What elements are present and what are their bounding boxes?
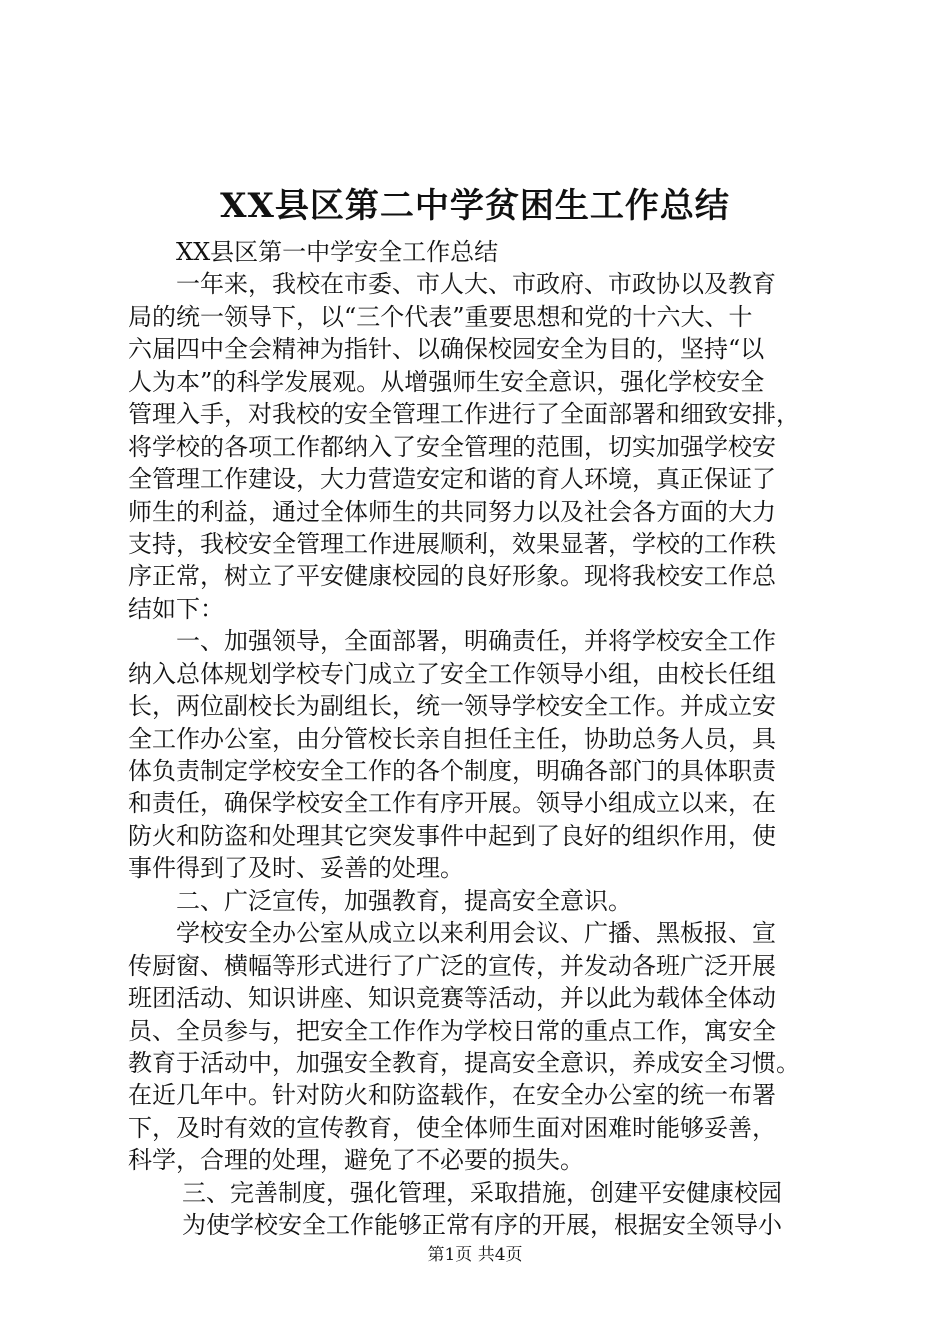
text-line: 在近几年中。针对防火和防盗载作，在安全办公室的统一布署 — [128, 1081, 776, 1110]
text-line: 人为本”的科学发展观。从增强师生安全意识，强化学校安全 — [128, 367, 765, 396]
text-line: 体负责制定学校安全工作的各个制度，明确各部门的具体职责 — [128, 757, 776, 785]
page-footer: 第1页 共4页 — [427, 1245, 523, 1265]
text-line: 事件得到了及时、妥善的处理。 — [128, 854, 464, 883]
text-line: 长，两位副校长为副组长，统一领导学校安全工作。并成立安 — [128, 692, 776, 721]
text-line: 师生的利益，通过全体师生的共同努力以及社会各方面的大力 — [128, 497, 776, 526]
document-body — [128, 236, 850, 1242]
text-line: 教育于活动中，加强安全教育，提高安全意识，养成安全习惯。 — [128, 1048, 800, 1077]
text-line: 六届四中全会精神为指针、以确保校园安全为目的，坚持“以 — [128, 335, 765, 364]
text-line: 结如下： — [128, 594, 224, 623]
text-line: 防火和防盗和处理其它突发事件中起到了良好的组织作用，使 — [128, 821, 776, 850]
text-line: 下，及时有效的宣传教育，使全体师生面对困难时能够妥善， — [128, 1113, 776, 1142]
text-line: 一、加强领导，全面部署，明确责任，并将学校安全工作 — [176, 627, 776, 656]
text-line: 员、全员参与，把安全工作作为学校日常的重点工作，寓安全 — [128, 1016, 776, 1045]
text-line: 为使学校安全工作能够正常有序的开展，根据安全领导小 — [182, 1211, 782, 1240]
text-line: 学校安全办公室从成立以来利用会议、广播、黑板报、宣 — [176, 919, 776, 948]
text-line: 管理入手，对我校的安全管理工作进行了全面部署和细致安排， — [128, 400, 800, 429]
text-line: 传厨窗、横幅等形式进行了广泛的宣传，并发动各班广泛开展 — [128, 951, 776, 980]
text-line: 和责任，确保学校安全工作有序开展。领导小组成立以来，在 — [128, 789, 776, 818]
text-line: 序正常，树立了平安健康校园的良好形象。现将我校安工作总 — [128, 562, 776, 591]
text-line: 支持，我校安全管理工作进展顺利，效果显著，学校的工作秩 — [128, 529, 776, 558]
text-line: XX县区第一中学安全工作总结 — [176, 238, 499, 266]
text-line: 将学校的各项工作都纳入了安全管理的范围，切实加强学校安 — [128, 432, 776, 461]
text-line: 局的统一领导下，以“三个代表”重要思想和党的十六大、十 — [128, 302, 753, 331]
text-line: 科学，合理的处理，避免了不必要的损失。 — [128, 1146, 584, 1175]
text-line: 全工作办公室，由分管校长亲自担任主任，协助总务人员，具 — [128, 724, 776, 753]
text-line: 纳入总体规划学校专门成立了安全工作领导小组，由校长任组 — [128, 659, 776, 688]
section-heading: 二、广泛宣传，加强教育，提高安全意识。 — [176, 886, 632, 915]
text-line: 班团活动、知识讲座、知识竞赛等活动，并以此为载体全体动 — [128, 984, 776, 1013]
text-line: 一年来，我校在市委、市人大、市政府、市政协以及教育 — [176, 270, 776, 299]
text-line: 全管理工作建设，大力营造安定和谐的育人环境，真正保证了 — [128, 465, 776, 494]
page-title: XX县区第二中学贫困生工作总结 — [220, 186, 730, 226]
section-heading: 三、完善制度，强化管理，采取措施，创建平安健康校园 — [182, 1178, 782, 1207]
